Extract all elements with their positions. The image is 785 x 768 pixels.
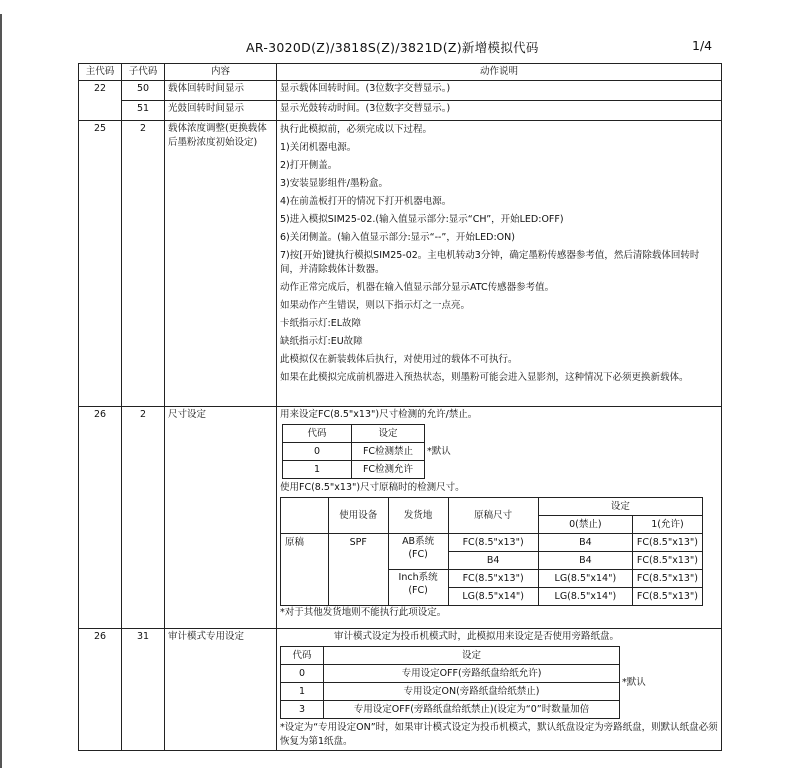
col-device: 使用设备 <box>328 498 388 534</box>
code-cell: 0 <box>281 665 324 683</box>
action-cell: 显示光鼓转动时间。(3位数字交替显示。) <box>277 101 722 121</box>
col-code: 代码 <box>281 647 324 665</box>
fc-detect-table <box>282 424 425 479</box>
col-setting: 设定 <box>538 498 702 516</box>
col-content: 内容 <box>165 64 277 81</box>
col-setting: 设定 <box>324 647 620 665</box>
setting-cell: 专用设定OFF(旁路纸盘给纸允许) <box>324 665 620 683</box>
setting-cell: FC检测禁止 <box>352 443 425 461</box>
page-number: 1/4 <box>692 38 713 53</box>
detect-size-intro: 使用FC(8.5"x13")尺寸原稿时的检测尺寸。 <box>280 482 465 493</box>
setting-off-cell: B4 <box>538 534 632 552</box>
audit-note: *设定为“专用设定ON”时，如果审计模式设定为投币机模式，默认纸盘设定为旁路纸盘，则默认纸盘必须恢复为第1纸盘。 <box>280 722 718 747</box>
page-left-edge <box>0 14 2 768</box>
procedure-line: 2)打开侧盖。 <box>280 160 338 171</box>
procedure-line: 动作正常完成后，机器在输入值显示部分显示ATC传感器参考值。 <box>280 282 555 293</box>
setting-on-cell: FC(8.5"x13") <box>632 534 702 552</box>
content-cell: 载体浓度调整(更换载体后墨粉浓度初始设定) <box>165 121 277 407</box>
default-marker: *默认 <box>427 445 451 457</box>
setting-off-cell: LG(8.5"x14") <box>538 588 632 606</box>
sub-code-cell: 2 <box>122 407 165 629</box>
sub-code-cell: 31 <box>122 629 165 751</box>
procedure-line: 缺纸指示灯:EU故障 <box>280 336 363 347</box>
destination-ab: AB系统 (FC) <box>388 534 448 570</box>
audit-intro: 审计模式设定为投币机模式时，此模拟用来设定是否使用旁路纸盘。 <box>334 631 620 642</box>
action-cell <box>277 407 722 629</box>
content-cell: 光鼓回转时间显示 <box>165 101 277 121</box>
sub-code-cell: 2 <box>122 121 165 407</box>
action-cell: 显示载体回转时间。(3位数字交替显示。) <box>277 81 722 101</box>
original-label: 原稿 <box>281 534 329 606</box>
sub-code-cell: 50 <box>122 81 165 101</box>
setting-cell: FC检测允许 <box>352 461 425 479</box>
blank-cell <box>281 498 329 534</box>
setting-off-cell: B4 <box>538 552 632 570</box>
col-original-size: 原稿尺寸 <box>448 498 538 534</box>
table-row <box>79 101 722 121</box>
table-row <box>79 81 722 101</box>
default-marker: *默认 <box>622 676 646 688</box>
device-cell: SPF <box>328 534 388 606</box>
size-cell: B4 <box>448 552 538 570</box>
procedure-line: 此模拟仅在新装载体后执行，对使用过的载体不可执行。 <box>280 354 518 365</box>
detect-size-table <box>280 497 703 606</box>
simulation-code-table <box>78 63 722 751</box>
procedure-line: 7)按[开始]键执行模拟SIM25-02。主电机转动3分钟，确定墨粉传感器参考值，然后清除载体回转时间，并清除载体计数器。 <box>280 250 700 275</box>
col-sub-code: 子代码 <box>122 64 165 81</box>
table-row <box>79 629 722 751</box>
content-cell: 审计模式专用设定 <box>165 629 277 751</box>
setting-on-cell: FC(8.5"x13") <box>632 552 702 570</box>
col-setting-off: 0(禁止) <box>538 516 632 534</box>
setting-off-cell: LG(8.5"x14") <box>538 570 632 588</box>
sub-code-cell: 51 <box>122 101 165 121</box>
code-cell: 1 <box>281 683 324 701</box>
destination-inch: Inch系统 (FC) <box>388 570 448 606</box>
size-intro: 用来设定FC(8.5"x13")尺寸检测的允许/禁止。 <box>280 409 478 420</box>
procedure-line: 如果在此模拟完成前机器进入预热状态，则墨粉可能会进入显影剂，这种情况下必须更换新载体。 <box>280 372 689 383</box>
content-cell: 尺寸设定 <box>165 407 277 629</box>
audit-block <box>280 646 718 719</box>
table-row <box>79 407 722 629</box>
procedure-line: 执行此模拟前，必须完成以下过程。 <box>280 124 433 135</box>
size-cell: FC(8.5"x13") <box>448 534 538 552</box>
procedure-line: 1)关闭机器电源。 <box>280 142 357 153</box>
col-action: 动作说明 <box>277 64 722 81</box>
size-note: *对于其他发货地则不能执行此项设定。 <box>280 607 447 618</box>
col-code: 代码 <box>283 425 352 443</box>
main-code-cell: 22 <box>79 81 122 121</box>
col-destination: 发货地 <box>388 498 448 534</box>
code-cell: 1 <box>283 461 352 479</box>
setting-on-cell: FC(8.5"x13") <box>632 570 702 588</box>
procedure-line: 3)安装显影组件/墨粉盒。 <box>280 178 388 189</box>
document-title: AR-3020D(Z)/3818S(Z)/3821D(Z)新增模拟代码 <box>246 40 539 55</box>
main-code-cell: 25 <box>79 121 122 407</box>
main-code-cell: 26 <box>79 407 122 629</box>
content-cell: 载体回转时间显示 <box>165 81 277 101</box>
code-cell: 3 <box>281 701 324 719</box>
setting-cell: 专用设定OFF(旁路纸盘给纸禁止)(设定为“0”时数量加倍 <box>324 701 620 719</box>
procedure-line: 如果动作产生错误，则以下指示灯之一点亮。 <box>280 300 471 311</box>
col-setting: 设定 <box>352 425 425 443</box>
procedure-line: 4)在前盖板打开的情况下打开机器电源。 <box>280 196 452 207</box>
code-cell: 0 <box>283 443 352 461</box>
col-main-code: 主代码 <box>79 64 122 81</box>
table-header-row <box>79 64 722 81</box>
procedure-line: 6)关闭侧盖。(输入值显示部分:显示“--”，开始LED:ON) <box>280 232 515 243</box>
main-code-cell: 26 <box>79 629 122 751</box>
procedure-line: 卡纸指示灯:EL故障 <box>280 318 361 329</box>
table-row <box>79 121 722 407</box>
procedure-line: 5)进入模拟SIM25-02.(输入值显示部分:显示“CH”，开始LED:OFF) <box>280 214 564 225</box>
setting-cell: 专用设定ON(旁路纸盘给纸禁止) <box>324 683 620 701</box>
setting-on-cell: FC(8.5"x13") <box>632 588 702 606</box>
size-cell: FC(8.5"x13") <box>448 570 538 588</box>
action-cell <box>277 121 722 407</box>
audit-table <box>280 646 620 719</box>
fc-detect-block <box>282 424 718 479</box>
col-setting-on: 1(允许) <box>632 516 702 534</box>
size-cell: LG(8.5"x14") <box>448 588 538 606</box>
action-cell <box>277 629 722 751</box>
